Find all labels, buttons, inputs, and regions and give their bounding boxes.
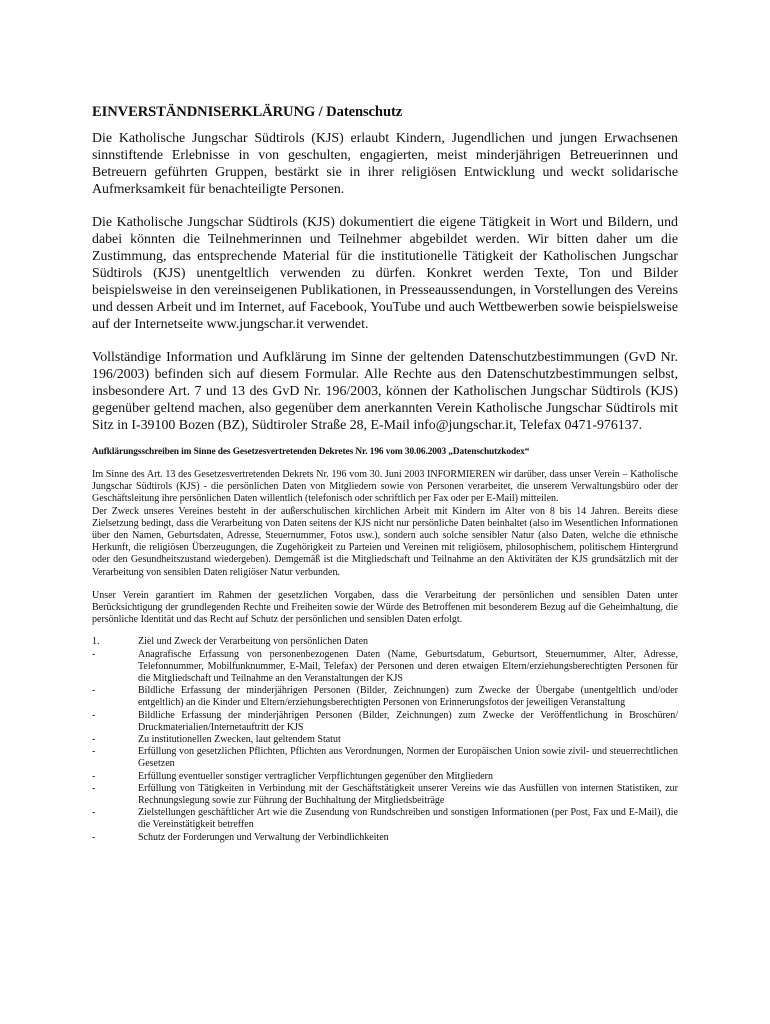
list-item: [92, 685, 678, 709]
paragraph-purpose: Der Zweck unseres Vereines besteht in der außerschulischen kirchlichen Arbeit mit Kindern im Alter von 8 bis 14 Jahren. Bereits diese Zielsetzung bedingt, dass die Verarbeitung von Daten seitens der KJS nicht nur persönliche Daten beinhaltet (also im Wesentlichen Informationen über den Namen, Geburtsdaten, Adresse, Steuernummer, Fotos usw.), sondern auch solche sensibler Natur (also Daten, welche die ethnische Herkunft, die religiösen Überzeugungen, die Zugehörigkeit zu Parteien und Vereinen mit religiösem, philosophischem, politischem Hintergrund oder den Gesundheitszustand wiedergeben). Demgemäß ist die Mitgliedschaft und Teilnahme an den Aktivitäten der KJS grundsätzlich mit der Verarbeitung von sensiblen Daten religiöser Natur verbunden.: [92, 505, 678, 578]
paragraph-inform: Im Sinne des Art. 13 des Gesetzesvertretenden Dekrets Nr. 196 vom 30. Juni 2003 INFORMIEREN wir darüber, dass unser Verein – Katholische Jungschar Südtirols (KJS) - die persönlichen Daten von Mitgliedern sowie von Personen verarbeitet, die unserem Verwaltungsbüro oder der Geschäftsleitung ihre persönlichen Daten willentlich (telefonisch oder schriftlich per Fax oder per E-Mail) mitteilen.: [92, 469, 678, 505]
list-marker: -: [92, 734, 96, 746]
list-item-text: Zielstellungen geschäftlicher Art wie die Zusendung von Rundschreiben und sonstigen Informationen (per Post, Fax und E-Mail), die die Vereinstätigkeit betreffen: [138, 807, 678, 831]
list-item: [92, 807, 678, 831]
document-page: [92, 104, 678, 844]
paragraph-guarantee: Unser Verein garantiert im Rahmen der gesetzlichen Vorgaben, dass die Verarbeitung der persönlichen und sensiblen Daten unter Berücksichtigung der grundlegenden Rechte und Freiheiten sowie der Würde des Betroffenen mit besonderem Bezug auf die Geheimhaltung, die persönliche Identität und das Recht auf Schutz der persönlichen und sensiblen Daten erfolgt.: [92, 589, 678, 626]
list-item-text: Erfüllung von gesetzlichen Pflichten, Pflichten aus Verordnungen, Normen der Europäischen Union sowie zivil- und steuerrechtlichen Gesetzen: [138, 746, 678, 770]
list-item: [92, 771, 678, 783]
list-item: [92, 636, 678, 648]
list-marker: -: [92, 782, 96, 794]
document-title: EINVERSTÄNDNISERKLÄRUNG / Datenschutz: [92, 104, 403, 120]
list-marker: -: [92, 648, 96, 660]
list-item-text: Erfüllung eventueller sonstiger vertraglicher Verpflichtungen gegenüber den Mitgliedern: [138, 770, 493, 782]
privacy-subheading: Aufklärungsschreiben im Sinne des Gesetzesvertretenden Dekretes Nr. 196 vom 30.06.2003 „Datenschutzkodex“: [92, 447, 530, 457]
list-marker: -: [92, 807, 96, 819]
intro-section: [92, 130, 678, 434]
list-item-text: Anagrafische Erfassung von personenbezogenen Daten (Name, Geburtsdatum, Geburtsort, Steuernummer, Alter, Adresse, Telefonnummer, Mobilfunknummer, E-Mail, Telefax) der Personen und deren etwaigen Eltern/erziehungsberechtigten Personen für die Mitgliedschaft und Teilnahme an den Veranstaltungen der KJS: [138, 648, 678, 685]
list-item-text: Bildliche Erfassung der minderjährigen Personen (Bilder, Zeichnungen) zum Zwecke der Übergabe (unentgeltlich und/oder entgeltlich) an die Kinder und Eltern/erziehungsberechtigten Personen von Erinnerungsfotos der jeweiligen Veranstaltung: [138, 685, 678, 709]
list-item: [92, 746, 678, 770]
purpose-list: [92, 636, 678, 843]
list-item: [92, 783, 678, 807]
list-marker: -: [92, 709, 96, 721]
list-marker: -: [92, 770, 96, 782]
paragraph-documentation: Die Katholische Jungschar Südtirols (KJS) dokumentiert die eigene Tätigkeit in Wort und Bildern, und dabei könnten die Teilnehmerinnen und Teilnehmer abgebildet werden. Wir bitten daher um die Zustimmung, das entsprechende Material für die institutionelle Tätigkeit der Katholischen Jungschar Südtirols (KJS) unentgeltlich verwenden zu dürfen. Konkret werden Texte, Ton und Bilder beispielsweise in den vereinseigenen Publikationen, in Presseaussendungen, in Vorstellungen des Vereins und dessen Arbeit und im Internet, auf Facebook, YouTube und auch Wettbewerben sowie beispielsweise auf der Internetseite www.jungschar.it verwendet.: [92, 215, 678, 332]
list-marker: 1.: [92, 636, 100, 648]
paragraph-mission: Die Katholische Jungschar Südtirols (KJS) erlaubt Kindern, Jugendlichen und jungen Erwachsenen sinnstiftende Erlebnisse in von geschulten, engagierten, meist minderjährigen Betreuerinnen und Betreuern geführten Gruppen, bestärkt sie in ihrer religiösen Entwicklung und weckt solidarische Aufmerksamkeit für benachteiligte Personen.: [92, 131, 678, 197]
privacy-section: [92, 469, 678, 626]
list-item-text: Schutz der Forderungen und Verwaltung der Verbindlichkeiten: [138, 831, 389, 843]
list-item-text: Erfüllung von Tätigkeiten in Verbindung mit der Geschäftstätigkeit unserer Vereins wie das Ausfüllen von internen Statistiken, zur Rechnungslegung sowie zur Führung der Buchhaltung der Mitgliedsbeiträge: [138, 782, 678, 807]
list-item-text: Zu institutionellen Zwecken, laut geltendem Statut: [138, 734, 341, 746]
list-marker: -: [92, 746, 96, 758]
list-item-text: Ziel und Zweck der Verarbeitung von persönlichen Daten: [138, 636, 369, 648]
list-marker: -: [92, 685, 96, 697]
list-item: [92, 649, 678, 686]
list-marker: -: [92, 831, 96, 843]
list-item-text: Bildliche Erfassung der minderjährigen Personen (Bilder, Zeichnungen) zum Zwecke der Veröffentlichung in Broschüren/ Druckmaterialien/Internetauftritt der KJS: [138, 709, 678, 733]
list-item: [92, 710, 678, 734]
list-item: [92, 832, 678, 844]
paragraph-rights: Vollständige Information und Aufklärung im Sinne der geltenden Datenschutzbestimmungen (GvD Nr. 196/2003) befinden sich auf diesem Formular. Alle Rechte aus den Datenschutzbestimmungen selbst, insbesondere Art. 7 und 13 des GvD Nr. 196/2003, können der Katholischen Jungschar Südtirols (KJS) gegenüber geltend machen, also gegenüber dem anerkannten Verein Katholische Jungschar Südtirols mit Sitz in I-39100 Bozen (BZ), Südtiroler Straße 28, E-Mail info@jungschar.it, Telefax 0471-976137.: [92, 350, 678, 433]
list-item: [92, 734, 678, 746]
